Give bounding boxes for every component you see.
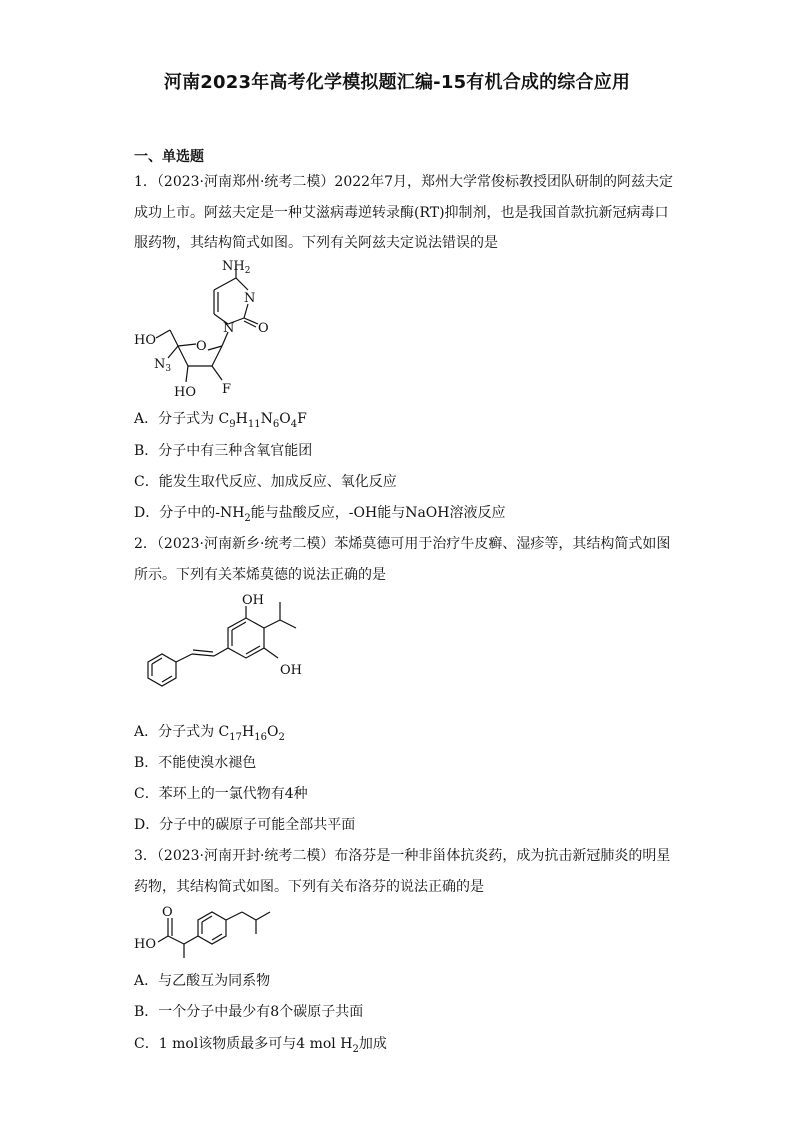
- q1-glyco-n-label: N: [223, 321, 235, 336]
- q3-stem-line-1: 3．（2023·河南开封·统考二模）布洛芬是一种非甾体抗炎药，成为抗击新冠肺炎的明星: [134, 848, 671, 864]
- q1-azvudine-structure: [130, 258, 280, 408]
- q2-option-d[interactable]: D．分子中的碳原子可能全部共平面: [134, 817, 356, 833]
- q1-ring-o-label: O: [196, 339, 207, 354]
- q1-ring-n-label: N: [244, 291, 256, 306]
- q1-n3-label: $N_3$: [154, 357, 172, 374]
- section-heading: 一、单选题: [134, 149, 204, 165]
- q2-option-a[interactable]: A．分子式为 $C_{17}H_{16}O_2$: [134, 724, 285, 743]
- q1-stem-line-2: 成功上市。阿兹夫定是一种艾滋病毒逆转录酶(RT)抑制剂，也是我国首款抗新冠病毒口: [134, 205, 669, 221]
- q1-stem-line-1: 1．（2023·河南郑州·统考二模）2022年7月，郑州大学常俊标教授团队研制的阿兹夫定: [134, 174, 673, 190]
- q1-option-c[interactable]: C．能发生取代反应、加成反应、氧化反应: [134, 474, 397, 490]
- q3-carbonyl-o-label: O: [162, 905, 173, 920]
- q3-ibuprofen-structure: [132, 902, 292, 960]
- q1-nh2-label: $NH_2$: [222, 259, 251, 276]
- q1-ho-top-label: HO: [134, 333, 156, 348]
- q1-option-b[interactable]: B．分子中有三种含氧官能团: [134, 443, 313, 459]
- q3-stem-line-2: 药物，其结构简式如图。下列有关布洛芬的说法正确的是: [134, 879, 484, 895]
- q3-ho-label: HO: [134, 937, 156, 952]
- q2-option-c[interactable]: C．苯环上的一氯代物有4种: [134, 786, 308, 802]
- q2-oh-bottom-label: OH: [280, 663, 302, 678]
- q3-option-b[interactable]: B．一个分子中最少有8个碳原子共面: [134, 1004, 364, 1020]
- q1-option-d[interactable]: D．分子中的$-NH_2$能与盐酸反应，-OH能与NaOH溶液反应: [134, 505, 506, 524]
- q2-stem-line-2: 所示。下列有关苯烯莫德的说法正确的是: [134, 567, 386, 583]
- q2-oh-top-label: OH: [242, 593, 264, 608]
- q2-tapinarof-structure: [128, 592, 328, 710]
- q1-option-a[interactable]: A．分子式为 $C_9H_{11}N_6O_4F$: [134, 411, 307, 430]
- q3-option-a[interactable]: A．与乙酸互为同系物: [134, 973, 271, 989]
- q3-option-c[interactable]: C．1 mol该物质最多可与4 mol $H_2$加成: [134, 1036, 387, 1055]
- q2-option-b[interactable]: B．不能使溴水褪色: [134, 755, 257, 771]
- q2-stem-line-1: 2．（2023·河南新乡·统考二模）苯烯莫德可用于治疗牛皮癣、湿疹等，其结构简式如图: [134, 536, 671, 552]
- q1-fluoro-label: F: [222, 382, 232, 397]
- q1-stem-line-3: 服药物，其结构简式如图。下列有关阿兹夫定说法错误的是: [134, 235, 498, 251]
- q1-ho-bottom-label: HO: [174, 385, 196, 400]
- q1-carbonyl-o-label: O: [258, 321, 269, 336]
- page-title: 河南2023年高考化学模拟题汇编-15有机合成的综合应用: [163, 72, 631, 93]
